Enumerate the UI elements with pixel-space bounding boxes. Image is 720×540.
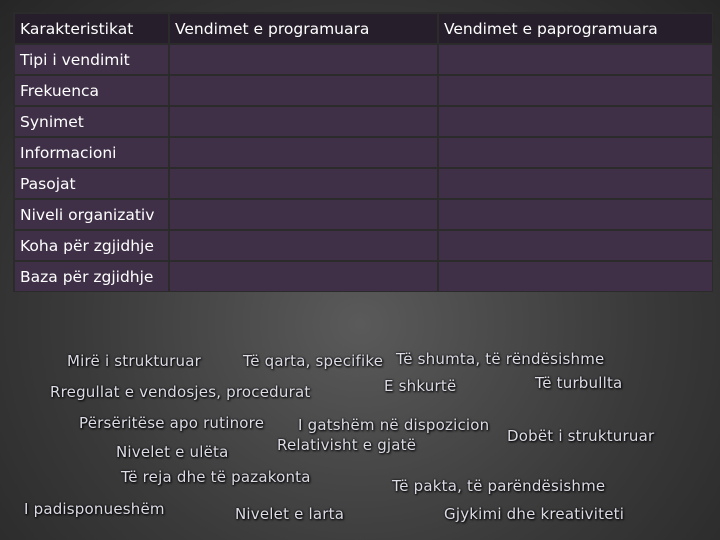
- answer-chip[interactable]: Përsëritëse apo rutinore: [79, 414, 265, 432]
- answer-chip[interactable]: Të shumta, të rëndësishme: [396, 350, 605, 368]
- answer-chip[interactable]: Rregullat e vendosjes, procedurat: [50, 383, 311, 401]
- characteristics-table: [13, 12, 712, 292]
- answer-chip[interactable]: Të turbullta: [535, 374, 623, 392]
- row-label-goals: Synimet: [14, 106, 169, 137]
- drop-cell-nonprogrammed-solution-basis[interactable]: [438, 261, 713, 292]
- answer-chip[interactable]: Nivelet e ulëta: [116, 443, 229, 461]
- drop-cell-nonprogrammed-organizational-level[interactable]: [438, 199, 713, 230]
- row-label-information: Informacioni: [14, 137, 169, 168]
- drop-cell-programmed-information[interactable]: [169, 137, 438, 168]
- drop-cell-programmed-consequences[interactable]: [169, 168, 438, 199]
- drop-cell-nonprogrammed-consequences[interactable]: [438, 168, 713, 199]
- row-label-frequency: Frekuenca: [14, 75, 169, 106]
- row-label-solution-basis: Baza për zgjidhje: [14, 261, 169, 292]
- answer-chip[interactable]: Të reja dhe të pazakonta: [121, 468, 311, 486]
- drop-cell-nonprogrammed-decision-type[interactable]: [438, 44, 713, 75]
- drop-cell-nonprogrammed-goals[interactable]: [438, 106, 713, 137]
- drop-cell-programmed-goals[interactable]: [169, 106, 438, 137]
- header-nonprogrammed-decisions: Vendimet e paprogramuara: [438, 13, 713, 44]
- answer-chip[interactable]: I gatshëm në dispozicion: [298, 416, 490, 434]
- header-programmed-decisions: Vendimet e programuara: [169, 13, 438, 44]
- answer-chip[interactable]: Dobët i strukturuar: [507, 427, 655, 445]
- answer-chip[interactable]: Nivelet e larta: [235, 505, 345, 523]
- answer-chip[interactable]: Të pakta, të parëndësishme: [392, 477, 606, 495]
- answer-chip[interactable]: Mirë i strukturuar: [67, 352, 201, 370]
- answer-chip[interactable]: I padisponueshëm: [24, 500, 165, 518]
- row-label-organizational-level: Niveli organizativ: [14, 199, 169, 230]
- answer-chip[interactable]: Relativisht e gjatë: [277, 436, 417, 454]
- drop-cell-nonprogrammed-frequency[interactable]: [438, 75, 713, 106]
- row-label-solution-time: Koha për zgjidhje: [14, 230, 169, 261]
- header-characteristics: Karakteristikat: [14, 13, 169, 44]
- answer-chip[interactable]: E shkurtë: [384, 377, 457, 395]
- drop-cell-programmed-organizational-level[interactable]: [169, 199, 438, 230]
- drop-cell-nonprogrammed-solution-time[interactable]: [438, 230, 713, 261]
- drop-cell-programmed-decision-type[interactable]: [169, 44, 438, 75]
- drop-cell-programmed-solution-time[interactable]: [169, 230, 438, 261]
- drop-cell-nonprogrammed-information[interactable]: [438, 137, 713, 168]
- row-label-consequences: Pasojat: [14, 168, 169, 199]
- drop-cell-programmed-frequency[interactable]: [169, 75, 438, 106]
- drop-cell-programmed-solution-basis[interactable]: [169, 261, 438, 292]
- row-label-decision-type: Tipi i vendimit: [14, 44, 169, 75]
- answer-chip[interactable]: Të qarta, specifike: [243, 352, 384, 370]
- answer-chip[interactable]: Gjykimi dhe kreativiteti: [444, 505, 625, 523]
